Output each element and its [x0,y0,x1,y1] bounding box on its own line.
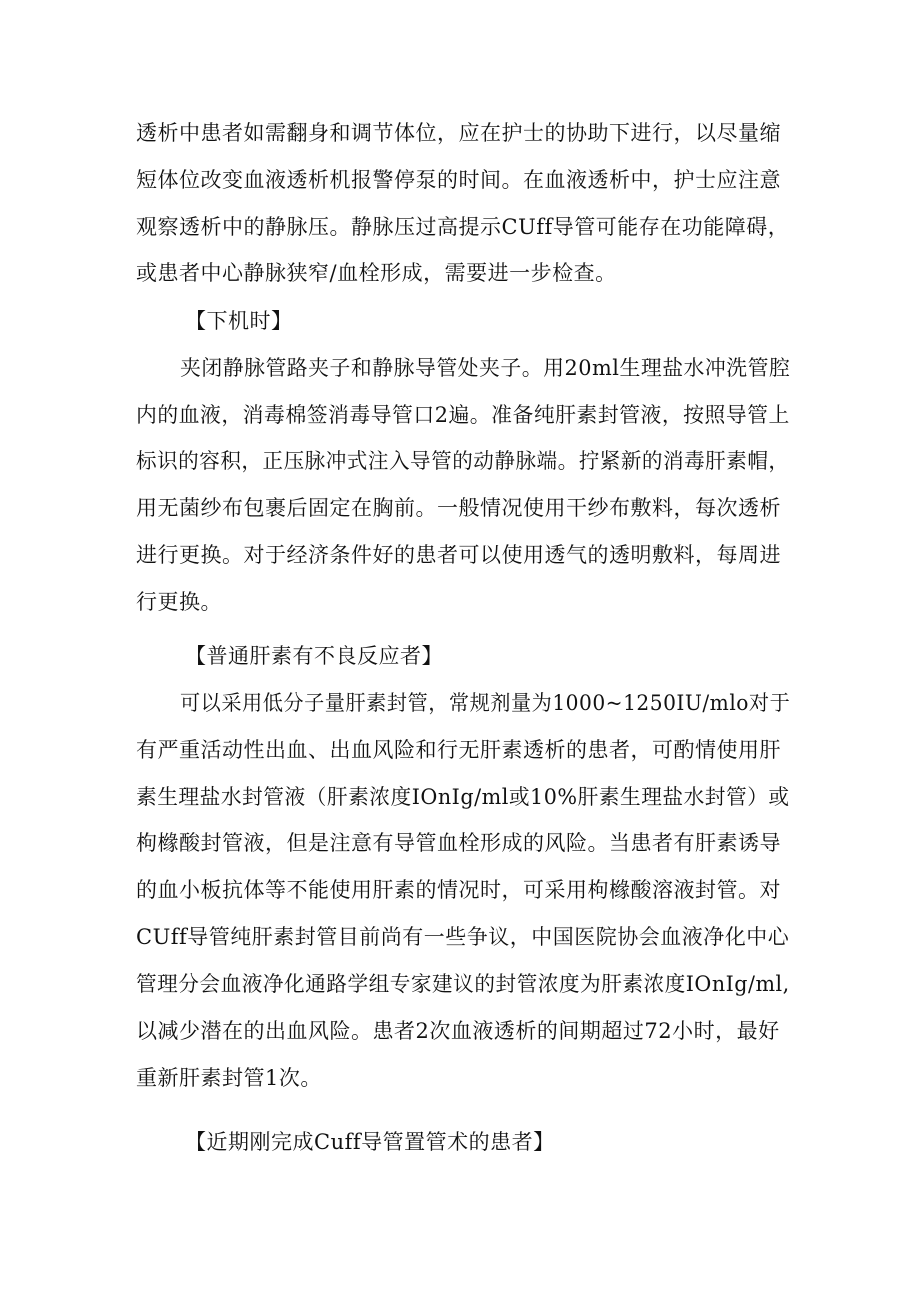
paragraph-3-line-5: 的血小板抗体等不能使用肝素的情况时，可采用枸橼酸溶液封管。对 [136,878,781,902]
paragraph-3-line-4: 枸橼酸封管液，但是注意有导管血栓形成的风险。当患者有肝素诱导 [136,831,781,855]
paragraph-2-line-5: 进行更换。对于经济条件好的患者可以使用透气的透明敷料，每周进 [136,543,781,567]
paragraph-2-line-4: 用无菌纱布包裹后固定在胸前。一般情况使用干纱布敷料，每次透析 [136,496,781,520]
paragraph-2-line-1: 夹闭静脉管路夹子和静脉导管处夹子。用20ml生理盐水冲洗管腔 [180,356,791,380]
paragraph-3-line-9: 重新肝素封管1次。 [136,1066,322,1090]
paragraph-1-line-3: 观察透析中的静脉压。静脉压过高提示CUff导管可能存在功能障碍， [136,215,790,239]
paragraph-3-line-6: CUff导管纯肝素封管目前尚有一些争议，中国医院协会血液净化中心 [136,925,790,949]
paragraph-1-line-4: 或患者中心静脉狭窄/血栓形成，需要进一步检查。 [136,261,617,285]
paragraph-3-line-2: 有严重活动性出血、出血风险和行无肝素透析的患者，可酌情使用肝 [136,738,781,762]
paragraph-3-line-8: 以减少潜在的出血风险。患者2次血液透析的间期超过72小时，最好 [136,1019,780,1043]
paragraph-2-line-6: 行更换。 [136,590,222,614]
paragraph-3-line-1: 可以采用低分子量肝素封管，常规剂量为1000~1250IU/mlo对于 [180,691,791,715]
paragraph-1-line-2: 短体位改变血液透析机报警停泵的时间。在血液透析中，护士应注意 [136,168,781,192]
section-heading-heparin-adverse: 【普通肝素有不良反应者】 [185,644,443,668]
paragraph-2-line-3: 标识的容积，正压脉冲式注入导管的动静脉端。拧紧新的消毒肝素帽， [136,449,790,473]
paragraph-3-line-7: 管理分会血液净化通路学组专家建议的封管浓度为肝素浓度IOnIg/ml, [136,972,790,996]
section-heading-recent-cuff: 【近期刚完成Cuff导管置管术的患者】 [185,1130,555,1154]
paragraph-3-line-3: 素生理盐水封管液（肝素浓度IOnIg/ml或10%肝素生理盐水封管）或 [136,785,790,809]
paragraph-2-line-2: 内的血液，消毒棉签消毒导管口2遍。准备纯肝素封管液，按照导管上 [136,403,790,427]
paragraph-1-line-1: 透析中患者如需翻身和调节体位，应在护士的协助下进行，以尽量缩 [136,121,781,145]
section-heading-shutdown: 【下机时】 [185,309,293,333]
